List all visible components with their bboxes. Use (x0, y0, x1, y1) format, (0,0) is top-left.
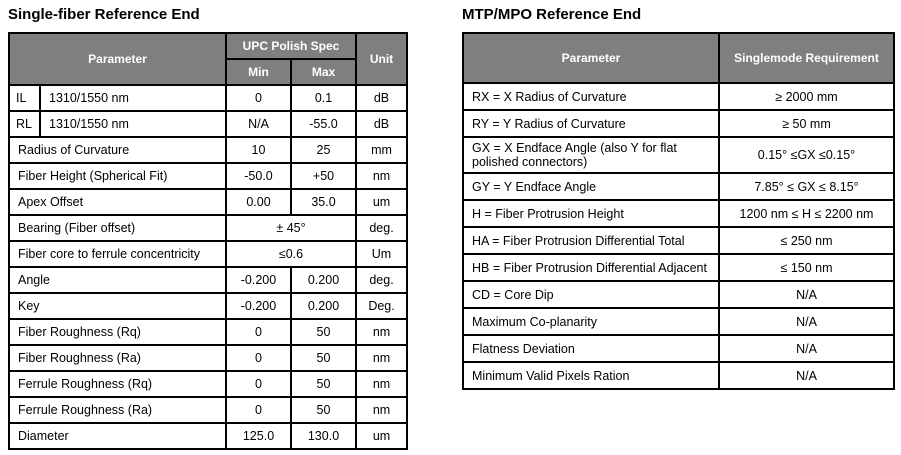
param-cell: Apex Offset (9, 189, 226, 215)
table-row (463, 227, 894, 254)
min-cell: 0 (226, 85, 291, 111)
table-row (463, 281, 894, 308)
unit-cell: Um (356, 241, 407, 267)
max-cell: 50 (291, 397, 356, 423)
max-cell: 0.1 (291, 85, 356, 111)
param-cell: GY = Y Endface Angle (463, 173, 719, 200)
requirement-cell: 1200 nm ≤ H ≤ 2200 nm (719, 200, 894, 227)
requirement-cell: N/A (719, 362, 894, 389)
table-row (463, 110, 894, 137)
table-row (9, 267, 407, 293)
min-cell: -0.200 (226, 267, 291, 293)
table-row (463, 308, 894, 335)
table-row (463, 335, 894, 362)
unit-cell: um (356, 423, 407, 449)
table-row (9, 241, 407, 267)
min-header: Min (226, 59, 291, 85)
table-row (463, 137, 894, 173)
requirement-cell: ≤ 250 nm (719, 227, 894, 254)
mtp-mpo-table-head (463, 33, 894, 83)
table-row (9, 371, 407, 397)
max-cell: 130.0 (291, 423, 356, 449)
requirement-cell: N/A (719, 308, 894, 335)
param-cell: Maximum Co-planarity (463, 308, 719, 335)
min-cell: 0 (226, 371, 291, 397)
unit-cell: dB (356, 85, 407, 111)
unit-header: Unit (356, 33, 407, 85)
unit-cell: deg. (356, 267, 407, 293)
single-fiber-table-head (9, 33, 407, 85)
upc-polish-spec-header: UPC Polish Spec (226, 33, 356, 59)
param-cell: RY = Y Radius of Curvature (463, 110, 719, 137)
param-cell: Fiber Roughness (Ra) (9, 345, 226, 371)
table-row (9, 423, 407, 449)
param-cell: Angle (9, 267, 226, 293)
min-cell: 10 (226, 137, 291, 163)
table-row (9, 163, 407, 189)
mtp-mpo-table (462, 32, 895, 390)
unit-cell: nm (356, 345, 407, 371)
requirement-cell: N/A (719, 281, 894, 308)
min-cell: N/A (226, 111, 291, 137)
param-cell: Fiber Roughness (Rq) (9, 319, 226, 345)
min-cell: -50.0 (226, 163, 291, 189)
param-cell: Minimum Valid Pixels Ration (463, 362, 719, 389)
table-row (463, 254, 894, 281)
param-cell: Fiber Height (Spherical Fit) (9, 163, 226, 189)
param-cell: H = Fiber Protrusion Height (463, 200, 719, 227)
table-row (463, 362, 894, 389)
param-cell: HA = Fiber Protrusion Differential Total (463, 227, 719, 254)
table-row (9, 137, 407, 163)
single-fiber-title: Single-fiber Reference End (8, 6, 200, 23)
unit-cell: Deg. (356, 293, 407, 319)
max-cell: 0.200 (291, 267, 356, 293)
range-cell: ≤0.6 (226, 241, 356, 267)
param-cell: Ferrule Roughness (Rq) (9, 371, 226, 397)
min-cell: 125.0 (226, 423, 291, 449)
requirement-cell: 7.85° ≤ GX ≤ 8.15° (719, 173, 894, 200)
unit-cell: nm (356, 319, 407, 345)
unit-cell: nm (356, 397, 407, 423)
unit-cell: mm (356, 137, 407, 163)
table-row (9, 397, 407, 423)
requirement-cell: 0.15° ≤GX ≤0.15° (719, 137, 894, 173)
table-row (463, 83, 894, 110)
param-cell: GX = X Endface Angle (also Y for flat polished connectors) (463, 137, 719, 173)
param-cell: Ferrule Roughness (Ra) (9, 397, 226, 423)
table-row (9, 319, 407, 345)
max-cell: 0.200 (291, 293, 356, 319)
parameter-header: Parameter (463, 33, 719, 83)
param-code-cell: IL (9, 85, 40, 111)
param-cell: HB = Fiber Protrusion Differential Adjacent (463, 254, 719, 281)
max-header: Max (291, 59, 356, 85)
table-row (9, 215, 407, 241)
single-fiber-section (8, 6, 406, 450)
param-cell: RX = X Radius of Curvature (463, 83, 719, 110)
param-cell: 1310/1550 nm (40, 85, 226, 111)
table-row (463, 200, 894, 227)
single-fiber-table-body (9, 85, 407, 449)
unit-cell: um (356, 189, 407, 215)
param-cell: 1310/1550 nm (40, 111, 226, 137)
table-row (9, 293, 407, 319)
single-fiber-table (8, 32, 408, 450)
param-cell: Diameter (9, 423, 226, 449)
max-cell: 50 (291, 319, 356, 345)
singlemode-requirement-header: Singlemode Requirement (719, 33, 894, 83)
min-cell: -0.200 (226, 293, 291, 319)
min-cell: 0 (226, 345, 291, 371)
mtp-mpo-title: MTP/MPO Reference End (462, 6, 642, 23)
table-row (9, 345, 407, 371)
unit-cell: deg. (356, 215, 407, 241)
param-cell: Key (9, 293, 226, 319)
requirement-cell: N/A (719, 335, 894, 362)
header-row (463, 33, 894, 83)
requirement-cell: ≥ 50 mm (719, 110, 894, 137)
max-cell: 25 (291, 137, 356, 163)
param-cell: CD = Core Dip (463, 281, 719, 308)
parameter-header: Parameter (9, 33, 226, 85)
param-cell: Flatness Deviation (463, 335, 719, 362)
mtp-mpo-table-body (463, 83, 894, 389)
mtp-mpo-section (462, 6, 893, 390)
max-cell: -55.0 (291, 111, 356, 137)
param-code-cell: RL (9, 111, 40, 137)
param-cell: Radius of Curvature (9, 137, 226, 163)
range-cell: ± 45° (226, 215, 356, 241)
max-cell: 50 (291, 345, 356, 371)
unit-cell: nm (356, 163, 407, 189)
unit-cell: nm (356, 371, 407, 397)
min-cell: 0 (226, 397, 291, 423)
table-row (463, 173, 894, 200)
param-cell: Fiber core to ferrule concentricity (9, 241, 226, 267)
max-cell: 35.0 (291, 189, 356, 215)
table-row (9, 85, 407, 111)
max-cell: 50 (291, 371, 356, 397)
unit-cell: dB (356, 111, 407, 137)
param-cell: Bearing (Fiber offset) (9, 215, 226, 241)
table-row (9, 111, 407, 137)
header-row (9, 33, 407, 59)
requirement-cell: ≥ 2000 mm (719, 83, 894, 110)
table-row (9, 189, 407, 215)
requirement-cell: ≤ 150 nm (719, 254, 894, 281)
min-cell: 0 (226, 319, 291, 345)
max-cell: +50 (291, 163, 356, 189)
min-cell: 0.00 (226, 189, 291, 215)
